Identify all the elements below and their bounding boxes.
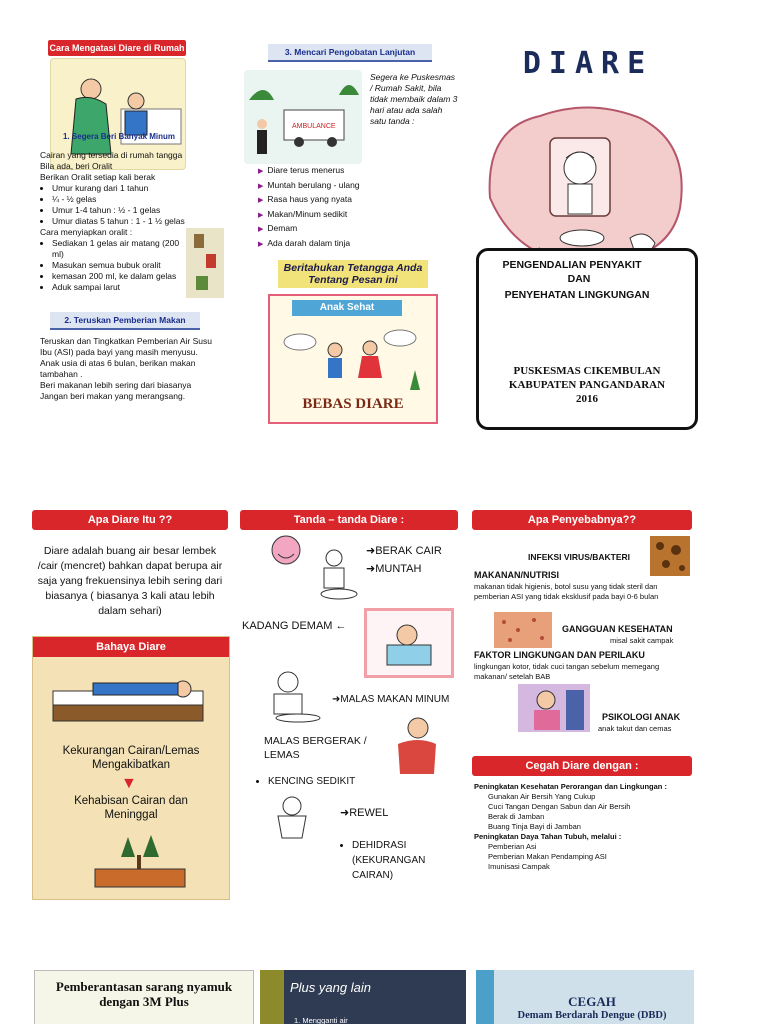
what-is-header: Apa Diare Itu ?? (32, 510, 228, 530)
panel-home-care (40, 40, 230, 420)
bacteria-image (650, 536, 690, 576)
cover-info-box (476, 248, 698, 430)
poster-title: Anak Sehat (292, 300, 402, 316)
sign-text: MALAS BERGERAK / LEMAS (264, 735, 367, 761)
list-item: • Sediakan 1 gelas air matang (200 ml) (52, 238, 192, 260)
sign-berak-cair (366, 544, 442, 557)
cause-makanan-title: MAKANAN/NUTRISI (474, 570, 559, 580)
arrow-icon: ➜ (366, 545, 376, 557)
prevent2-list (474, 842, 692, 872)
prep-list (40, 238, 192, 293)
danger-line1: Kekurangan Cairan/Lemas (62, 745, 200, 757)
sign-muntah (366, 562, 421, 575)
list-item: • KENCING SEDIKIT (268, 776, 355, 787)
sign-text: MUNTAH (375, 563, 422, 575)
bottom-mid-accent (260, 970, 284, 1024)
treatment-advice: Segera ke Puskesmas / Rumah Sakit, bila tidak membaik dalam 3 hari atau ada salah satu tanda : (370, 72, 458, 126)
prevent-header: Cegah Diare dengan : (472, 756, 692, 776)
oralit-if-any: Bila ada, beri Oralit (40, 161, 113, 171)
oralit-each: Berikan Oralit setiap kali berak (40, 172, 156, 182)
list-item: • Umur kurang dari 1 tahun (52, 183, 192, 194)
list-item: Gunakan Air Bersih Yang Cukup (488, 792, 596, 801)
arrow-left-icon: ← (335, 620, 347, 632)
prevent2-title: Peningkatan Daya Tahan Tubuh, melalui : (474, 832, 622, 841)
definition-text: Diare adalah buang air besar lembek /cair (mencret) bahkan dapat berupa air saja yang frekuensinya lebih sering dari biasanya ( biasanya 3 kali atau lebih dalam sehari) (37, 545, 223, 617)
list-item: • ¼ - ½ gelas (52, 194, 192, 205)
danger-title: Bahaya Diare (33, 637, 229, 657)
sign-text: KADANG DEMAM (242, 620, 333, 632)
sign-malas-makan (332, 694, 449, 705)
measles-skin-image (494, 612, 552, 648)
inside-causes (470, 508, 694, 900)
bottom-mid-item: 1. Mengganti air (294, 1016, 348, 1024)
bottom-right-title: CEGAH (568, 994, 616, 1009)
arrow-icon: ➜ (340, 807, 350, 819)
ambulance-label: AMBULANCE (292, 123, 336, 130)
intro-text: Cairan yang tersedia di rumah tangga (40, 150, 183, 160)
list-item: • DEHIDRASI (KEKURANGAN CAIRAN) (352, 838, 442, 883)
bottom-left-card (34, 970, 254, 1024)
step2-line: Teruskan dan Tingkatkan Pemberian Air Susu Ibu (ASI) pada bayi yang masih menyusu. (40, 336, 212, 357)
list-item: • Masukan semua bubuk oralit (52, 260, 192, 271)
cause-infeksi: INFEKSI VIRUS/BAKTERI (528, 552, 631, 562)
sign-text: BERAK CAIR (375, 545, 442, 557)
danger-card (32, 636, 230, 900)
sick-bed-drawing (33, 661, 229, 741)
sign-kencing (256, 776, 355, 787)
cover-box-line2: DAN (567, 273, 591, 285)
sign-text: REWEL (349, 807, 389, 819)
prevent1-list (474, 792, 692, 832)
ambulance-illustration (244, 70, 362, 164)
list-item: ▶ Rasa haus yang nyata (258, 193, 448, 208)
list-item: • Umur diatas 5 tahun : 1 - 1 ½ gelas (52, 216, 192, 227)
list-item: ▶ Muntah berulang - ulang (258, 179, 448, 194)
panel-cover (470, 40, 700, 430)
bottom-mid-card (260, 970, 466, 1024)
signs-header: Tanda – tanda Diare : (240, 510, 458, 530)
cover-title: DIARE (522, 46, 654, 81)
list-item: • Aduk sampai larut (52, 282, 192, 293)
scared-child-image (518, 684, 590, 732)
step2-body (40, 336, 220, 402)
sign-text: MALAS MAKAN MINUM (340, 694, 450, 705)
skin-rash-drawing (494, 612, 552, 648)
list-item: ▶ Demam (258, 222, 448, 237)
sign-rewel (340, 806, 388, 819)
refuse-food-icon (258, 666, 328, 726)
cause-gangguan-sub: misal sakit campak (610, 636, 674, 645)
weak-child-icon (384, 714, 444, 778)
cause-gangguan-title: GANGGUAN KESEHATAN (562, 624, 673, 634)
list-item: Cuci Tangan Dengan Sabun dan Air Bersih (488, 802, 631, 811)
oralit-drawing (186, 228, 224, 298)
causes-header: Apa Penyebabnya?? (472, 510, 692, 530)
bottom-mid-title: Plus yang lain (290, 980, 371, 995)
step2-header: 2. Teruskan Pemberian Makan (50, 312, 200, 330)
step2-line: Anak usia di atas 6 bulan, berikan makan tambahan . (40, 358, 196, 379)
cover-box-line1: PENGENDALIAN PENYAKIT (502, 259, 642, 271)
list-item: ▶ Ada darah dalam tinja (258, 237, 448, 252)
crying-baby-icon (256, 532, 316, 572)
list-item: Buang Tinja Bayi di Jamban (488, 822, 581, 831)
step2-line: Beri makanan lebih sering dari biasanya Jangan beri makan yang merangsang. (40, 380, 192, 401)
inside-what-is (30, 508, 230, 900)
prevent1-title: Peningkatan Kesehatan Perorangan dan Lingkungan : (474, 782, 667, 791)
bottom-strip (30, 966, 694, 1024)
cover-box-line3: PENYEHATAN LINGKUNGAN (504, 289, 650, 301)
grave-drawing (33, 827, 229, 897)
cover-org1: PUSKESMAS CIKEMBULAN (513, 365, 661, 377)
oralit-steps-illustration (186, 228, 224, 298)
list-item: Pemberian Asi (488, 842, 537, 851)
danger-line2: Mengakibatkan (92, 759, 170, 771)
sign-dehidrasi (340, 838, 442, 883)
list-item: Imunisasi Campak (488, 862, 550, 871)
sign-demam (242, 620, 347, 632)
bottom-left-title: Pemberantasan sarang nyamuk dengan 3M Plus (55, 979, 233, 1009)
warning-signs-list (258, 164, 448, 251)
poster-bottom-text: BEBAS DIARE (302, 396, 404, 412)
dose-list (40, 183, 192, 227)
list-item: Pemberian Makan Pendamping ASI (488, 852, 607, 861)
danger-line4: Meninggal (104, 809, 158, 821)
cover-year: 2016 (576, 393, 598, 405)
healthy-child-poster (268, 294, 438, 424)
toilet-child-icon (314, 546, 364, 601)
cause-makanan-text: makanan tidak higienis, botol susu yang tidak steril dan pemberian ASI yang tidak eksklusif pada bayi 0-6 bulan (474, 582, 659, 601)
cause-psikologi-title: PSIKOLOGI ANAK (602, 712, 681, 722)
fussy-child-icon (266, 794, 322, 854)
inside-signs (236, 508, 462, 900)
step1-caption: 1. Segera Beri Banyak Minum (62, 132, 176, 141)
arrow-icon: ➜ (366, 563, 376, 575)
list-item: Berak di Jamban (488, 812, 545, 821)
cause-faktor-text: lingkungan kotor, tidak cuci tangan sebelum memegang makanan/ setelah BAB (474, 662, 660, 681)
fever-drawing (367, 611, 451, 675)
danger-line3: Kehabisan Cairan dan (74, 795, 188, 807)
list-item: • Umur 1-4 tahun : ½ - 1 gelas (52, 205, 192, 216)
fever-child-illustration (364, 608, 454, 678)
cause-psikologi-sub: anak takut dan cemas (598, 724, 672, 733)
prevent-section (474, 782, 692, 872)
cover-org2: KABUPATEN PANGANDARAN (508, 379, 666, 391)
children-drawing (270, 320, 436, 400)
cause-faktor-title: FAKTOR LINGKUNGAN DAN PERILAKU (474, 650, 645, 660)
list-item: ▶ Makan/Minum sedikit (258, 208, 448, 223)
scared-child-drawing (518, 684, 590, 732)
list-item: ▶ Diare terus menerus (258, 164, 448, 179)
arrow-icon: ➜ (332, 694, 341, 705)
bottom-right-card (476, 970, 694, 1024)
down-arrow-icon: ▼ (121, 775, 137, 792)
ambulance-drawing (244, 70, 362, 164)
sign-malas-gerak (264, 734, 374, 762)
home-care-header: Cara Mengatasi Diare di Rumah (48, 40, 186, 56)
bottom-right-sub: Demam Berdarah Dengue (DBD) (517, 1010, 667, 1021)
bacteria-drawing (650, 536, 690, 576)
panel-treatment (240, 40, 460, 430)
treatment-header: 3. Mencari Pengobatan Lanjutan (268, 44, 432, 62)
prep-title: Cara menyiapkan oralit : (40, 227, 133, 237)
list-item: • kemasan 200 ml, ke dalam gelas (52, 271, 192, 282)
message-title: Beritahukan Tetangga Anda Tentang Pesan ini (278, 260, 428, 288)
